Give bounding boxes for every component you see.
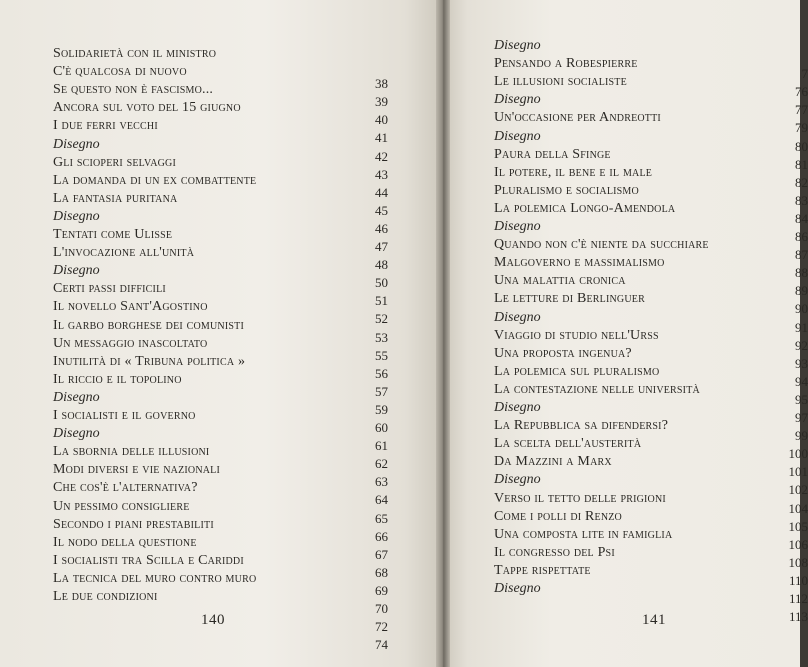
toc-entry-page: 46 bbox=[375, 220, 388, 236]
toc-entry-title: Il novello Sant'Agostino bbox=[53, 299, 208, 315]
toc-entry-page: 105 bbox=[788, 518, 808, 534]
toc-entry-title: L'invocazione all'unità bbox=[53, 245, 195, 261]
toc-entry-title: Una proposta ingenua? bbox=[494, 345, 632, 361]
toc-drawing-entry: Disegno bbox=[53, 136, 100, 152]
toc-entry-page: 40 bbox=[375, 112, 388, 128]
toc-entry-page: 50 bbox=[375, 275, 388, 291]
toc-entry-page: 90 bbox=[795, 301, 808, 317]
toc-entry-page: 112 bbox=[788, 591, 808, 606]
toc-entry-title: Le due condizioni bbox=[53, 589, 158, 604]
toc-entry-page: 87 bbox=[795, 247, 808, 263]
toc-entry-page: 48 bbox=[375, 257, 388, 273]
toc-drawing-entry: Disegno bbox=[494, 128, 541, 144]
toc-entry-page: 59 bbox=[375, 401, 388, 417]
toc-entry-title: Il congresso del Psi bbox=[494, 544, 615, 560]
toc-entry-title: La fantasia puritana bbox=[53, 190, 178, 206]
toc-drawing-entry: Disegno bbox=[494, 92, 541, 108]
toc-entry-title: Viaggio di studio nell'Urss bbox=[494, 327, 659, 343]
toc-entry-page: 113 bbox=[788, 609, 808, 625]
toc-entry-title: I due ferri vecchi bbox=[53, 118, 158, 134]
toc-entry-title: Verso il tetto delle prigioni bbox=[494, 490, 666, 506]
toc-entry-page: 47 bbox=[375, 239, 388, 254]
toc-entry-title: Modi diversi e vie nazionali bbox=[53, 462, 221, 478]
toc-entry-page: 97 bbox=[795, 410, 808, 425]
toc-entry-title: I socialisti e il governo bbox=[53, 408, 196, 423]
toc-drawing-entry: Disegno bbox=[53, 208, 100, 224]
toc-entry-title: La polemica sul pluralismo bbox=[494, 363, 660, 379]
toc-entry-title: La Repubblica sa difendersi? bbox=[494, 418, 669, 434]
toc-entry-page: 62 bbox=[375, 456, 388, 472]
toc-entry-title: La domanda di un ex combattente bbox=[53, 172, 257, 188]
toc-entry-page: 100 bbox=[788, 446, 808, 462]
toc-entry-page: 77 bbox=[795, 102, 808, 118]
toc-entry-title: Pluralismo e socialismo bbox=[494, 182, 639, 198]
toc-entry-page: 52 bbox=[375, 311, 388, 327]
toc-entry-page: 67 bbox=[375, 546, 388, 562]
right-page-number: 141 bbox=[642, 612, 666, 628]
toc-entry-title: Il riccio e il topolino bbox=[53, 371, 182, 387]
toc-entry-title: Una malattia cronica bbox=[494, 273, 626, 289]
toc-drawing-entry: Disegno bbox=[494, 581, 541, 596]
toc-entry-title: Paura della Sfinge bbox=[494, 146, 611, 162]
left-page-number: 140 bbox=[201, 612, 225, 628]
toc-entry-page: 44 bbox=[375, 184, 388, 200]
toc-entry-page: 74 bbox=[375, 637, 388, 653]
toc-entry-page: 42 bbox=[375, 148, 388, 164]
toc-entry-title: La scelta dell'austerità bbox=[494, 436, 642, 452]
toc-entry-title: Come i polli di Renzo bbox=[494, 508, 622, 524]
toc-drawing-entry: Disegno bbox=[53, 263, 100, 279]
toc-entry-title: Che cos'è l'alternativa? bbox=[53, 480, 198, 496]
toc-entry-page: 7 bbox=[801, 66, 808, 82]
book-gutter bbox=[436, 0, 450, 667]
toc-entry-title: Una composta lite in famiglia bbox=[494, 526, 673, 542]
toc-entry-page: 57 bbox=[375, 383, 388, 399]
toc-entry-title: Quando non c'è niente da succhiare bbox=[494, 237, 709, 253]
toc-entry-title: Da Mazzini a Marx bbox=[494, 454, 612, 470]
toc-entry-page: 51 bbox=[375, 293, 388, 309]
toc-entry-page: 45 bbox=[375, 202, 388, 218]
toc-entry-title: La sbornia delle illusioni bbox=[53, 444, 210, 460]
toc-entry-page: 68 bbox=[375, 564, 388, 580]
toc-drawing-entry: Disegno bbox=[53, 389, 100, 405]
toc-entry-page: 76 bbox=[795, 84, 808, 100]
toc-entry-page: 43 bbox=[375, 166, 388, 182]
toc-entry-title: I socialisti tra Scilla e Cariddi bbox=[53, 552, 244, 568]
toc-entry-title: Un pessimo consigliere bbox=[53, 498, 190, 514]
toc-entry-title: Tappe rispettate bbox=[494, 562, 591, 578]
toc-entry-page: 99 bbox=[795, 428, 808, 444]
toc-entry-page: 86 bbox=[795, 229, 808, 244]
toc-drawing-entry: Disegno bbox=[494, 38, 541, 53]
toc-entry-page: 38 bbox=[375, 76, 388, 92]
toc-entry-page: 101 bbox=[788, 464, 808, 480]
toc-entry-title: Inutilità di « Tribuna politica » bbox=[53, 353, 246, 369]
toc-entry-page: 89 bbox=[795, 283, 808, 299]
toc-entry-title: Tentati come Ulisse bbox=[53, 227, 173, 242]
toc-entry-page: 60 bbox=[375, 420, 388, 435]
toc-entry-page: 83 bbox=[795, 192, 808, 208]
toc-entry-title: Un'occasione per Andreotti bbox=[494, 110, 661, 126]
toc-entry-page: 56 bbox=[375, 365, 388, 381]
toc-entry-title: La tecnica del muro contro muro bbox=[53, 570, 257, 586]
toc-entry-title: Ancora sul voto del 15 giugno bbox=[53, 100, 241, 116]
right-toc-list bbox=[446, 0, 808, 667]
toc-entry-page: 72 bbox=[375, 619, 388, 635]
toc-entry-page: 66 bbox=[375, 528, 388, 544]
toc-entry-page: 63 bbox=[375, 474, 388, 490]
toc-entry-page: 61 bbox=[375, 438, 388, 454]
toc-entry-page: 110 bbox=[788, 572, 808, 588]
toc-entry-page: 70 bbox=[375, 601, 388, 616]
toc-entry-page: 93 bbox=[795, 355, 808, 371]
toc-entry-title: Se questo non è fascismo... bbox=[53, 82, 214, 98]
toc-entry-title: Le letture di Berlinguer bbox=[494, 291, 645, 307]
toc-drawing-entry: Disegno bbox=[494, 309, 541, 325]
toc-entry-page: 53 bbox=[375, 329, 388, 345]
toc-entry-title: Il garbo borghese dei comunisti bbox=[53, 317, 244, 333]
toc-entry-page: 81 bbox=[795, 156, 808, 172]
right-page bbox=[446, 0, 808, 667]
toc-entry-title: Malgoverno e massimalismo bbox=[494, 255, 665, 271]
toc-entry-page: 88 bbox=[795, 265, 808, 281]
toc-entry-page: 102 bbox=[788, 482, 808, 498]
toc-entry-page: 95 bbox=[795, 391, 808, 407]
toc-entry-page: 108 bbox=[788, 554, 808, 570]
toc-entry-title: Certi passi difficili bbox=[53, 281, 166, 297]
toc-entry-page: 79 bbox=[795, 120, 808, 136]
toc-entry-title: C'è qualcosa di nuovo bbox=[53, 64, 187, 80]
toc-entry-page: 91 bbox=[795, 319, 808, 335]
toc-drawing-entry: Disegno bbox=[53, 426, 100, 442]
toc-entry-page: 41 bbox=[375, 130, 388, 146]
toc-entry-page: 39 bbox=[375, 94, 388, 110]
toc-entry-page: 106 bbox=[788, 536, 808, 552]
toc-entry-title: Solidarietà con il ministro bbox=[53, 46, 217, 61]
toc-entry-page: 82 bbox=[795, 174, 808, 190]
toc-entry-page: 104 bbox=[788, 500, 808, 516]
toc-entry-title: Gli scioperi selvaggi bbox=[53, 154, 176, 170]
toc-entry-page: 84 bbox=[795, 210, 808, 226]
toc-entry-page: 80 bbox=[795, 138, 808, 154]
toc-drawing-entry: Disegno bbox=[494, 219, 541, 234]
toc-entry-title: Secondo i piani prestabiliti bbox=[53, 516, 214, 532]
toc-entry-title: Pensando a Robespierre bbox=[494, 56, 638, 72]
toc-entry-title: Le illusioni socialiste bbox=[494, 74, 627, 90]
toc-entry-title: Il nodo della questione bbox=[53, 534, 197, 550]
toc-entry-title: Il potere, il bene e il male bbox=[494, 164, 653, 180]
toc-entry-page: 65 bbox=[375, 510, 388, 526]
toc-entry-page: 94 bbox=[795, 373, 808, 389]
toc-entry-page: 55 bbox=[375, 347, 388, 363]
toc-entry-page: 64 bbox=[375, 492, 388, 508]
toc-entry-title: La polemica Longo-Amendola bbox=[494, 200, 676, 216]
toc-entry-page: 92 bbox=[795, 337, 808, 353]
toc-entry-title: Un messaggio inascoltato bbox=[53, 335, 208, 351]
toc-entry-title: La contestazione nelle università bbox=[494, 381, 700, 397]
toc-entry-page: 69 bbox=[375, 582, 388, 598]
toc-drawing-entry: Disegno bbox=[494, 472, 541, 488]
toc-drawing-entry: Disegno bbox=[494, 400, 541, 415]
